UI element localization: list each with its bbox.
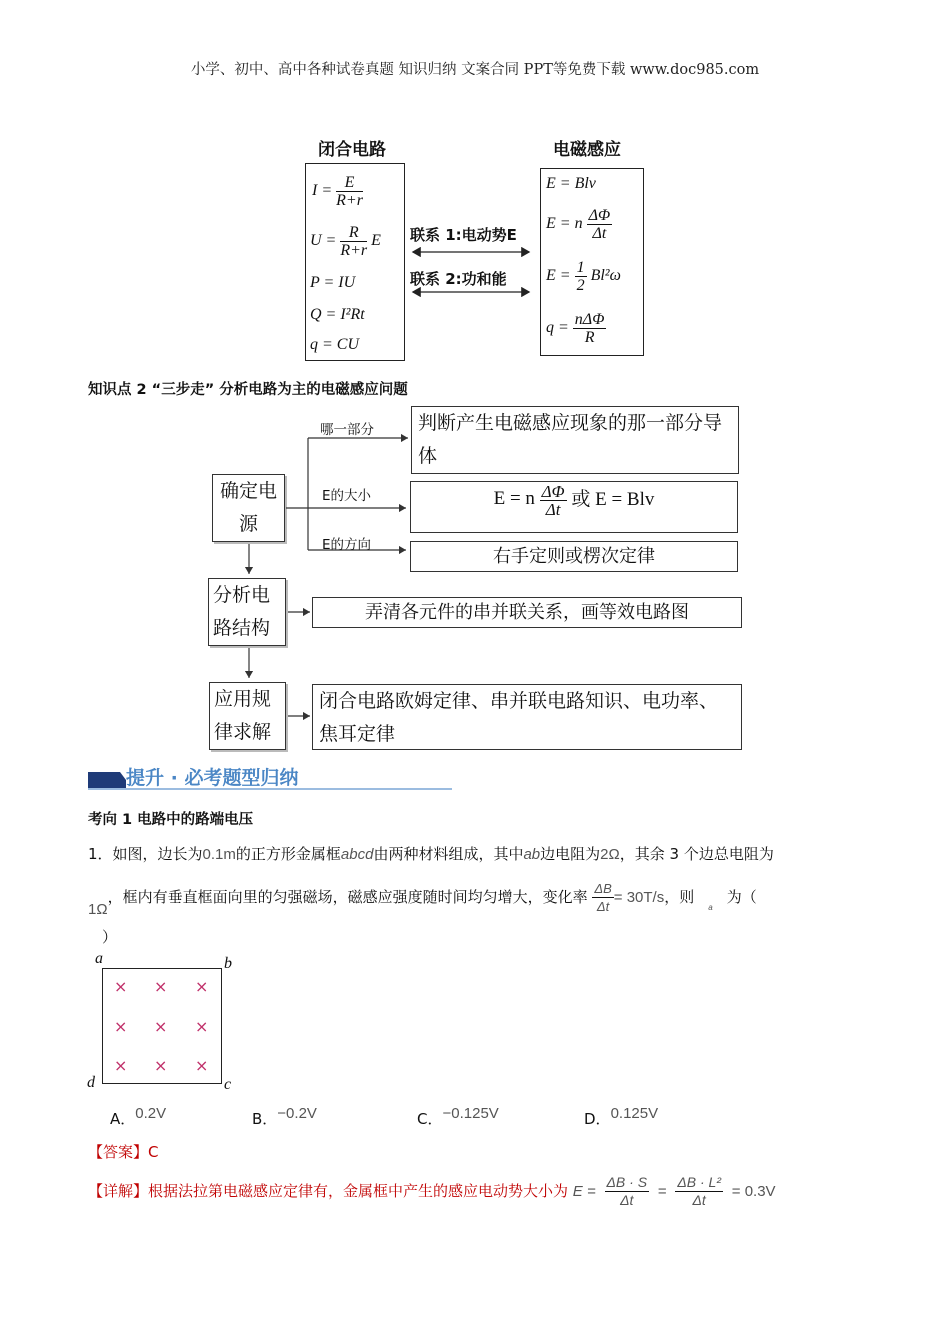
- answer-label: 【答案】C: [88, 1143, 159, 1161]
- option-d[interactable]: D．0.125V: [584, 1105, 659, 1128]
- flow-connectors: [240, 400, 420, 760]
- corner-b: b: [224, 955, 232, 972]
- right-box-title: 电磁感应: [553, 140, 621, 160]
- formula-emf-blv: E = Blv: [546, 175, 596, 192]
- field-cross: ×: [195, 977, 209, 996]
- step-analyze-structure: 分析电路结构: [208, 578, 286, 646]
- field-cross: ×: [195, 1056, 209, 1075]
- formula-current: I = $\frac{E}{R+r}$: [312, 174, 363, 209]
- field-cross: ×: [154, 1056, 168, 1075]
- detail-line: 【详解】根据法拉第电磁感应定律有，金属框中产生的感应电动势大小为 E = $\frac{\Delta B \cdot S}{\Delta t}$ = $\frac{\text{ΔB · L²}}{\Delta t}$ = 0.3V: [88, 1174, 776, 1208]
- step-determine-source: 确定电源: [212, 474, 285, 542]
- option-b[interactable]: B．−0.2V: [252, 1105, 317, 1128]
- which-part-box: 判断产生电磁感应现象的那一部分导体: [411, 406, 739, 474]
- corner-d: d: [87, 1074, 95, 1091]
- emf-direction-box: 右手定则或楞次定律: [410, 541, 738, 572]
- formula-heat: Q = I²Rt: [310, 306, 365, 323]
- laws-detail-box: 闭合电路欧姆定律、串并联电路知识、电功率、焦耳定律: [312, 684, 742, 750]
- emf-magnitude-box: E = n $\frac{\Delta\Phi}{\Delta t}$ 或 E = Blv: [410, 481, 738, 533]
- formula-emf-rotation: E = $\frac{1}{2}$ Bl²ω: [546, 259, 621, 294]
- field-cross: ×: [114, 977, 128, 996]
- field-cross: ×: [114, 1056, 128, 1075]
- question-line-2: 1Ω，框内有垂直框面向里的匀强磁场，磁感应强度随时间均匀增大，变化率 $\frac{\Delta B}{\Delta t}$ = 30T/s，则$_a$为（: [88, 881, 757, 918]
- formula-power: P = IU: [310, 274, 356, 291]
- formula-emf-flux: E = n $\frac{\Delta\Phi}{\Delta t}$: [546, 207, 611, 242]
- label-which-part: 哪一部分: [320, 422, 374, 438]
- option-a[interactable]: A．0.2V: [110, 1105, 167, 1128]
- section-title: 提升 · 必考题型归纳: [126, 767, 299, 789]
- field-cross: ×: [154, 977, 168, 996]
- closed-circuit-box: [305, 163, 405, 361]
- link-emf-label: 联系 1:电动势E: [410, 226, 517, 244]
- corner-c: c: [224, 1076, 232, 1093]
- question-line-3: ）: [102, 928, 118, 946]
- section-banner-block: [88, 772, 126, 788]
- em-induction-box: [540, 168, 644, 356]
- label-emf-magnitude: E的大小: [322, 488, 372, 504]
- formula-induced-charge: q = $\frac{\text{nΔΦ}}{R}$: [546, 311, 605, 346]
- step-apply-laws: 应用规律求解: [209, 682, 286, 750]
- label-emf-direction: E的方向: [322, 537, 372, 553]
- formula-charge: q = CU: [310, 336, 360, 353]
- field-cross: ×: [195, 1017, 209, 1036]
- structure-detail-box: 弄清各元件的串并联关系，画等效电路图: [312, 597, 742, 628]
- field-cross: ×: [154, 1017, 168, 1036]
- question-line-1: 1．如图，边长为0.1m的正方形金属框abcd由两种材料组成，其中ab边电阻为2Ω，其余 3 个边总电阻为: [88, 845, 774, 863]
- link-energy-label: 联系 2:功和能: [410, 270, 507, 288]
- topic-title: 考向 1 电路中的路端电压: [88, 812, 254, 828]
- option-c[interactable]: C．−0.125V: [417, 1105, 499, 1128]
- knowledge-point-2-title: 知识点 2 “三步走” 分析电路为主的电磁感应问题: [88, 382, 408, 398]
- corner-a: a: [95, 950, 103, 967]
- link-arrows: [405, 244, 537, 300]
- field-cross: ×: [114, 1017, 128, 1036]
- left-box-title: 闭合电路: [318, 140, 386, 160]
- formula-voltage: U = $\frac{R}{R+r}$ E: [310, 224, 381, 259]
- page-header: 小学、初中、高中各种试卷真题 知识归纳 文案合同 PPT等免费下载 www.doc985.com: [190, 62, 760, 78]
